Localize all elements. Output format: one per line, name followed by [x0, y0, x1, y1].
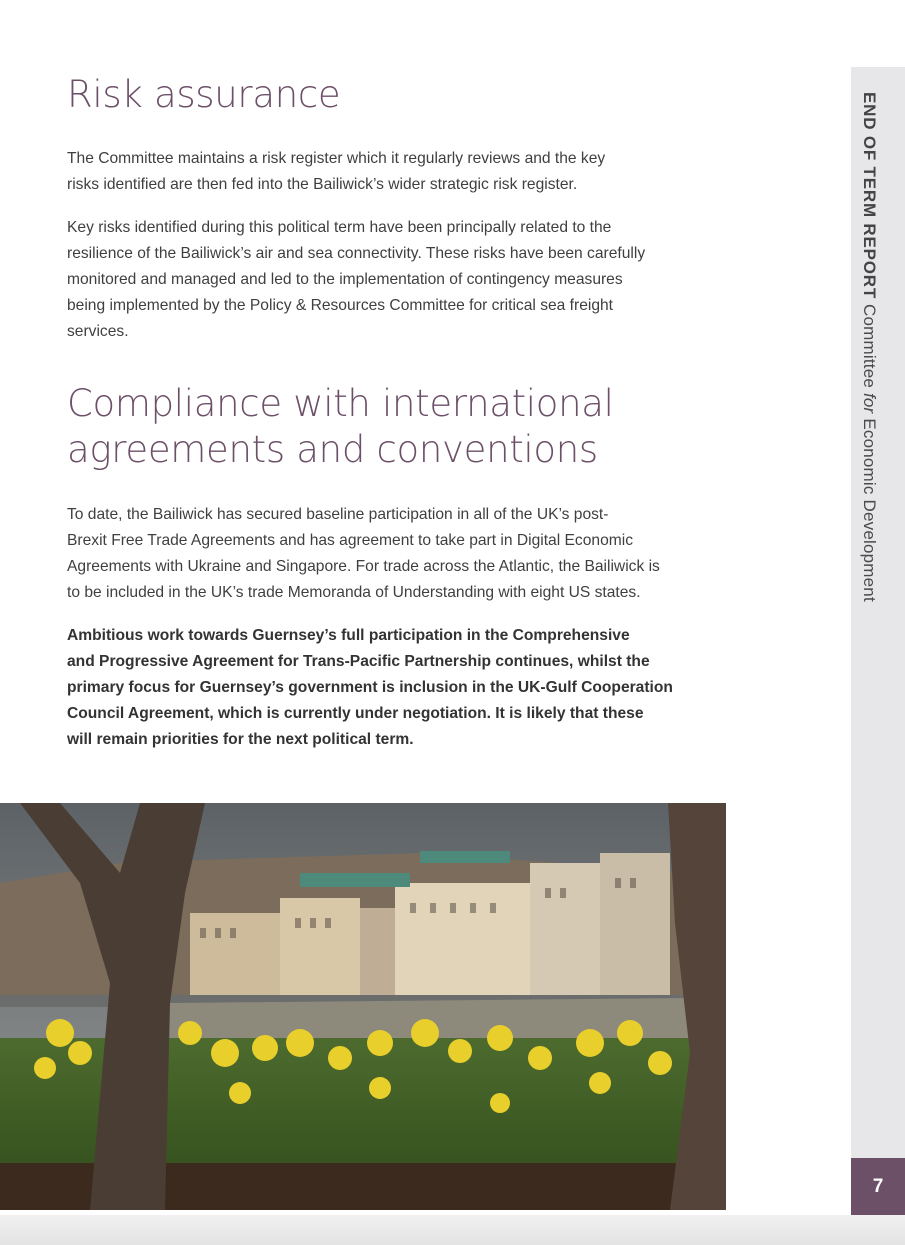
- text-line: will remain priorities for the next political term.: [67, 731, 414, 748]
- committee-prefix: Committee: [860, 304, 879, 389]
- text-line: to be included in the UK’s trade Memoranda of Understanding with eight US states.: [67, 584, 641, 601]
- text-line: The Committee maintains a risk register which it regularly reviews and the key: [67, 150, 606, 167]
- heading-line: agreements and conventions: [67, 428, 598, 471]
- side-running-title: [859, 92, 879, 602]
- report-label: END OF TERM REPORT: [860, 92, 879, 300]
- heading-line: Compliance with international: [67, 382, 614, 425]
- text-line: Council Agreement, which is currently under negotiation. It is likely that these: [67, 705, 644, 722]
- text-line: risks identified are then fed into the Bailiwick’s wider strategic risk register.: [67, 176, 578, 193]
- text-line: To date, the Bailiwick has secured baseline participation in all of the UK’s post-: [67, 506, 609, 523]
- page-number: 7: [851, 1158, 905, 1215]
- text-line: being implemented by the Policy & Resources Committee for critical sea freight: [67, 297, 614, 314]
- text-line: Brexit Free Trade Agreements and has agreement to take part in Digital Economic: [67, 532, 633, 549]
- text-line: Key risks identified during this political term have been principally related to the: [67, 219, 612, 236]
- text-line: and Progressive Agreement for Trans-Pacific Partnership continues, whilst the: [67, 653, 650, 670]
- text-line: services.: [67, 323, 129, 340]
- committee-for: for: [860, 392, 879, 414]
- text-line: Agreements with Ukraine and Singapore. For trade across the Atlantic, the Bailiwick is: [67, 558, 660, 575]
- harbour-daffodils-photo: [0, 803, 726, 1210]
- text-line: Ambitious work towards Guernsey’s full participation in the Comprehensive: [67, 627, 630, 644]
- text-line: primary focus for Guernsey’s government is inclusion in the UK-Gulf Cooperation: [67, 679, 673, 696]
- text-line: monitored and managed and led to the implementation of contingency measures: [67, 271, 623, 288]
- text-line: resilience of the Bailiwick’s air and sea connectivity. These risks have been carefully: [67, 245, 646, 262]
- risk-assurance-heading: Risk assurance: [67, 73, 341, 116]
- committee-suffix: Economic Development: [860, 418, 879, 602]
- page-bottom-edge: [0, 1215, 905, 1245]
